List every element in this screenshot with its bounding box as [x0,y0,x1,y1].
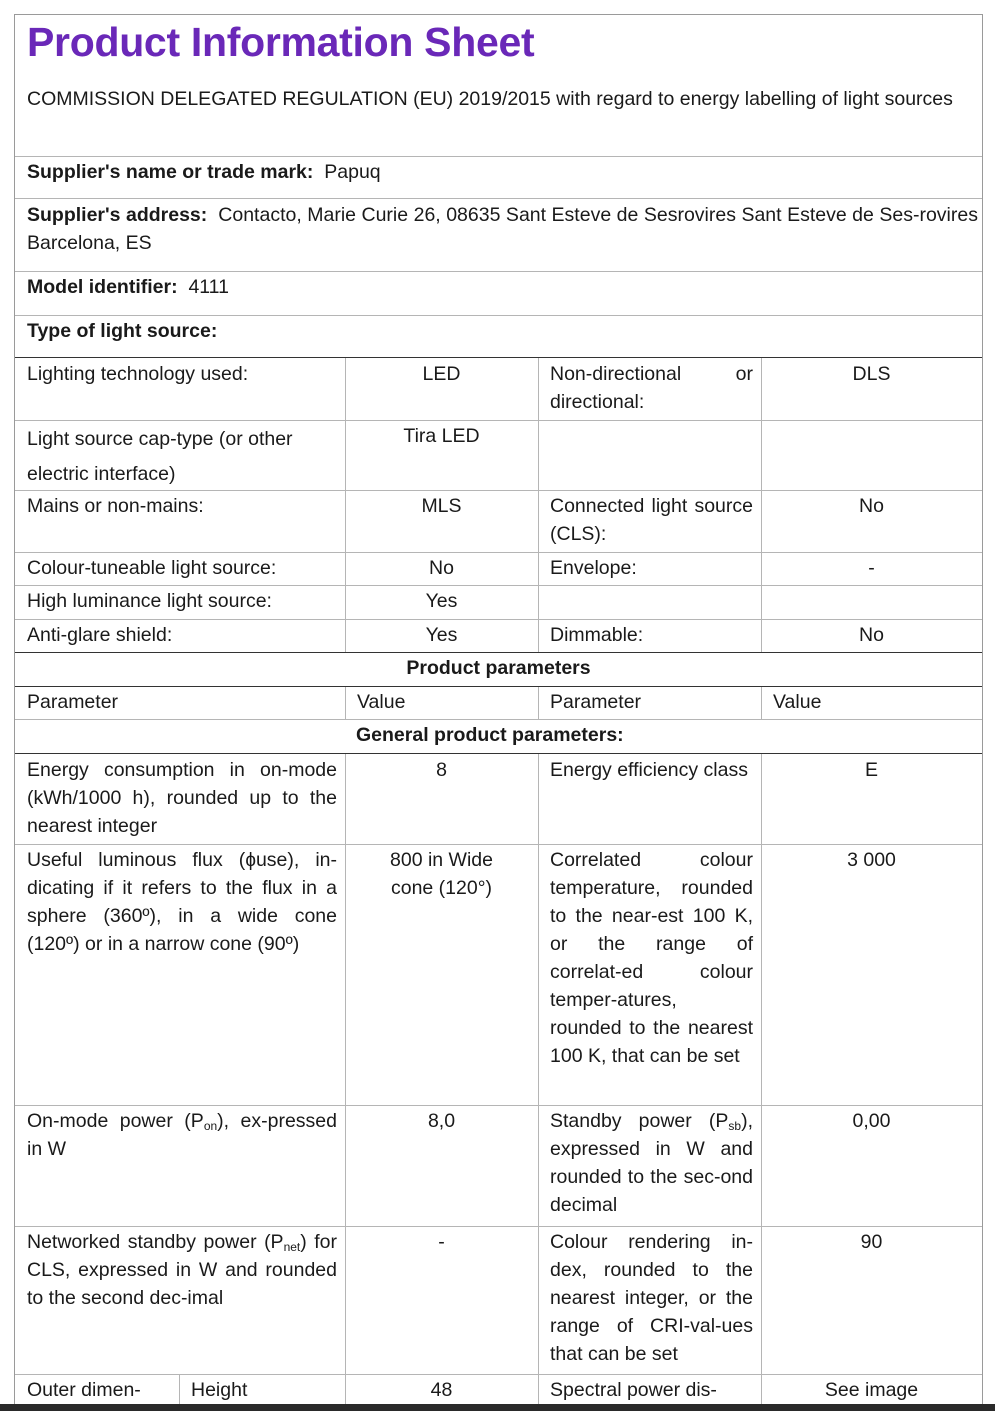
type-param-high-luminance: High luminance light source: [27,590,272,612]
model-value: 4111 [188,276,229,298]
value-height: 48 [430,1379,453,1401]
type-param-directional: Non-directional or directional: [550,363,753,413]
column-header-parameter: Parameter [27,691,119,713]
type-param-cap-type: Light source cap-type (or other electric interface) [27,428,293,485]
value-standby-power: 0,00 [852,1110,891,1132]
supplier-address-label: Supplier's address: [27,204,208,226]
type-param-colour-tuneable: Colour-tuneable light source: [27,557,277,579]
product-information-sheet [14,14,983,1404]
bottom-edge-bar [0,1404,995,1411]
value-spectral-power-distribution: See image [824,1379,919,1401]
param-luminous-flux: Useful luminous flux (ɸuse), in-dicating if it refers to the flux in a sphere (360º), in a wide cone (120º) or in a narrow cone (90º) [27,849,337,955]
type-value-colour-tuneable: No [429,557,454,579]
type-value-mains: MLS [421,495,462,517]
model-label: Model identifier: [27,276,178,298]
supplier-name-value: Papuq [324,161,381,183]
type-value-high-luminance: Yes [425,590,458,612]
product-parameters-heading: Product parameters [406,657,591,679]
param-energy-consumption: Energy consumption in on-mode (kWh/1000 h), rounded up to the nearest integer [27,759,337,837]
supplier-address-value: Contacto, Marie Curie 26, 08635 Sant Esteve de Sesrovires Sant Esteve de Ses-rovires Barcelona, ES [27,204,978,254]
type-heading: Type of light source: [27,320,218,342]
type-value-directional: DLS [852,363,891,385]
param-on-mode-power: On-mode power $(P_{on})$, ex-pressed in W [27,1110,337,1160]
type-value-lighting-technology: LED [422,363,461,385]
type-param-envelope: Envelope: [550,557,637,579]
type-param-mains: Mains or non-mains: [27,495,204,517]
column-header-parameter-2: Parameter [550,691,642,713]
general-parameters-heading: General product parameters: [356,724,624,746]
type-value-cls: No [859,495,884,517]
value-colour-temperature: 3 000 [847,849,896,871]
value-energy-efficiency-class: E [864,759,878,781]
type-value-cap-type: Tira LED [403,425,480,447]
type-param-cls: Connected light source (CLS): [550,495,753,545]
param-height: Height [191,1379,248,1401]
type-param-anti-glare: Anti-glare shield: [27,624,173,646]
type-param-dimmable: Dimmable: [550,624,644,646]
value-energy-consumption: 8 [436,759,447,781]
supplier-address-row [15,201,982,257]
param-outer-dimensions: Outer dimen- [27,1379,141,1401]
supplier-name-label: Supplier's name or trade mark: [27,161,314,183]
value-networked-standby-power: - [438,1231,445,1253]
type-value-envelope: - [868,557,875,579]
param-networked-standby-power: Networked standby power $(P_{net})$ for CLS, expressed in W and rounded to the second dec-imal [27,1231,337,1309]
param-standby-power: Standby power $(P_{sb})$, expressed in W and rounded to the sec-ond decimal [550,1110,753,1216]
param-spectral-power-distribution: Spectral power dis- [550,1379,717,1401]
value-on-mode-power: 8,0 [427,1110,456,1132]
model-row [15,273,982,301]
param-energy-efficiency-class: Energy efficiency class [550,759,748,781]
type-value-anti-glare: Yes [425,624,458,646]
column-header-value: Value [357,691,406,713]
value-luminous-flux: 800 in Wide cone (120°) [390,849,493,899]
page-title: Product Information Sheet [27,19,535,65]
type-param-lighting-technology: Lighting technology used: [27,363,249,385]
supplier-name-row [15,158,982,186]
param-colour-temperature: Correlated colour temperature, rounded to the near-est 100 K, or the range of correlat-ed colour temper-atures, rounded to the nearest 100 K, that can be set [550,849,753,1067]
type-value-dimmable: No [859,624,884,646]
regulation-text: COMMISSION DELEGATED REGULATION (EU) 2019/2015 with regard to energy labelling of light sources [27,88,953,110]
value-colour-rendering-index: 90 [860,1231,883,1253]
column-header-value-2: Value [773,691,822,713]
param-colour-rendering-index: Colour rendering in-dex, rounded to the nearest integer, or the range of CRI-val-ues that can be set [550,1231,753,1365]
